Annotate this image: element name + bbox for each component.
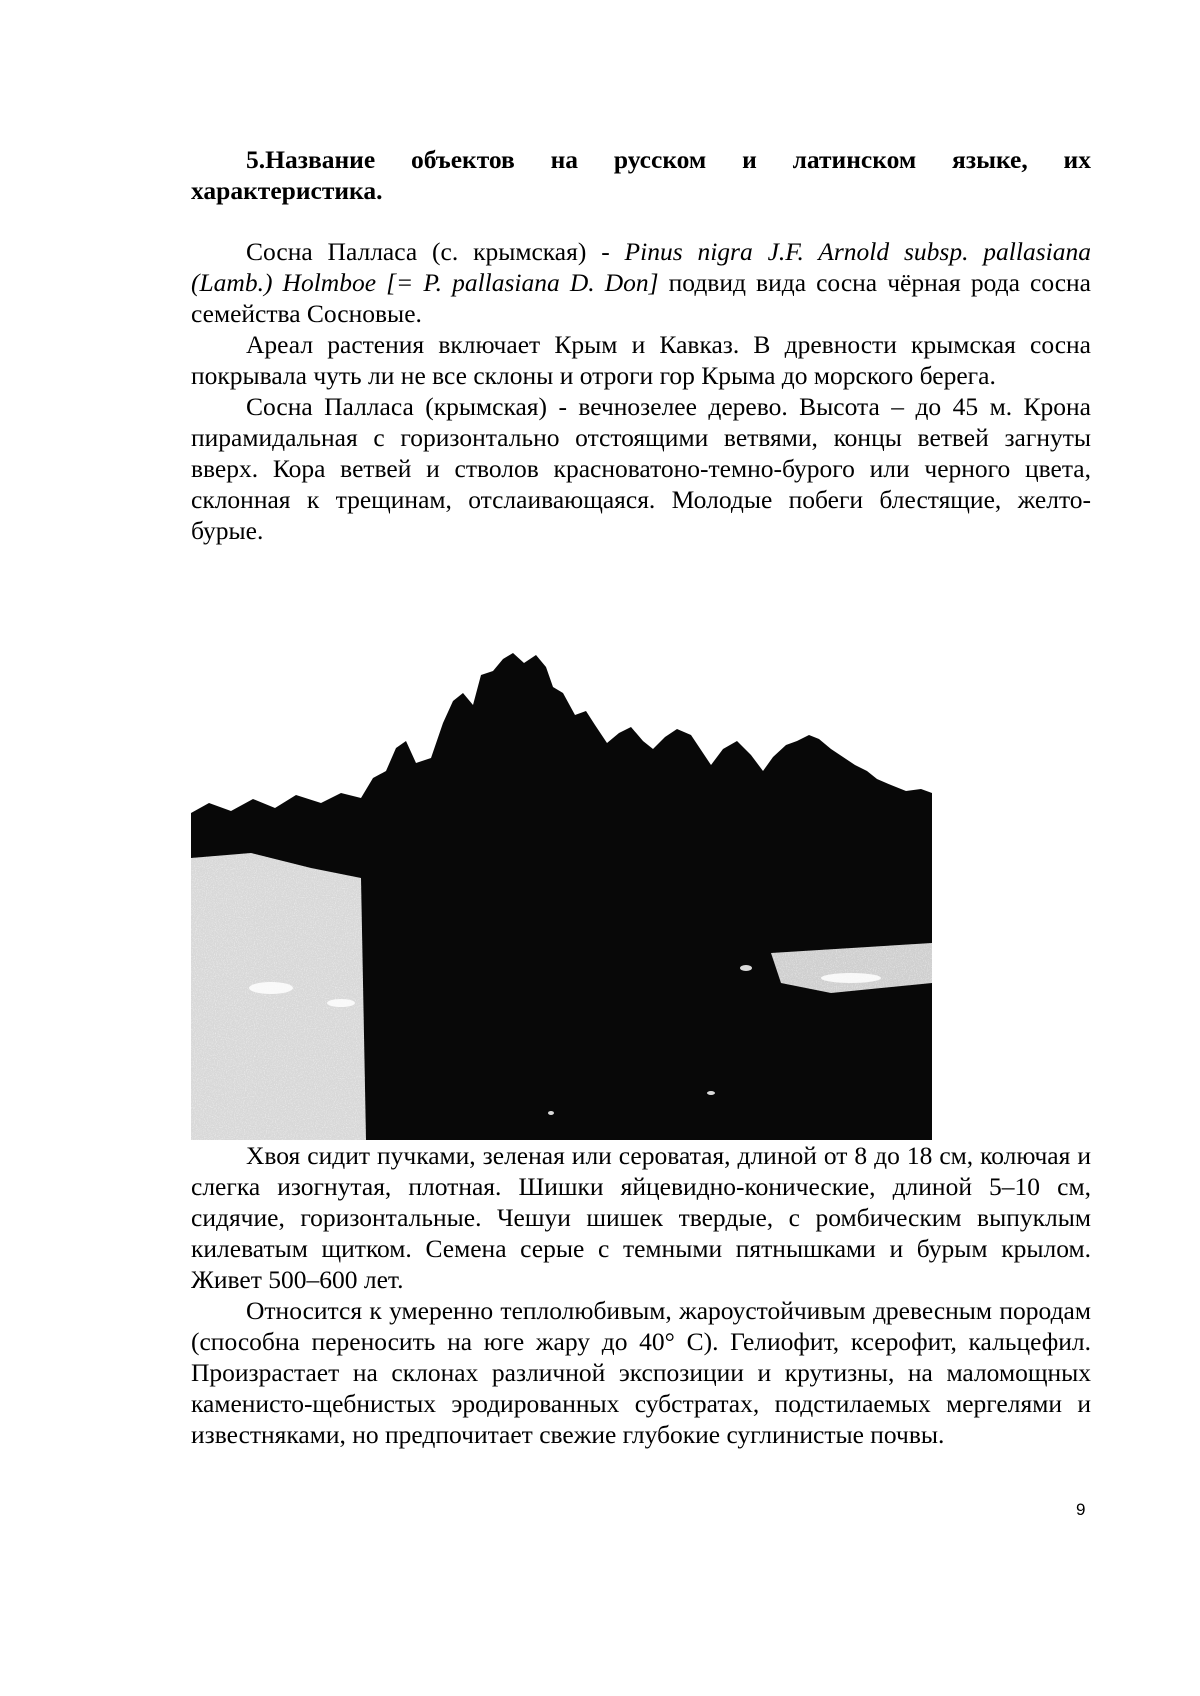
- species-taxonomy-text: подвид вида сосна чёрная рода сосна семейства Сосновые.: [191, 268, 1091, 328]
- paragraph-range: Ареал растения включает Крым и Кавказ. В древности крымская сосна покрывала чуть ли не все склоны и отроги гор Крыма до морского берега.: [191, 330, 1091, 390]
- paragraph-needles-cones: Хвоя сидит пучками, зеленая или сероватая, длиной от 8 до 18 см, колючая и слегка изогнутая, плотная. Шишки яйцевидно-конические, длиной 5–10 см, сидячие, горизонтальные. Чешуи шишек твердые, с ромбическим выпуклым килеватым щитком. Семена серые с темными пятнышками и бурым крылом. Живет 500–600 лет.: [191, 1141, 1091, 1294]
- heading-line-1: 5.Название объектов на русском и латинском языке, их: [246, 145, 1091, 174]
- paragraph-species-name: [191, 236, 1091, 329]
- lower-text: [191, 1140, 1091, 1450]
- species-lead-text: Сосна Палласа (с. крымская) -: [246, 237, 625, 266]
- species-latin-name: Pinus nigra J.F. Arnold subsp. pallasiana (Lamb.) Holmboe [= P. pallasiana D. Don]: [191, 237, 1091, 297]
- paragraph-description: Сосна Палласа (крымская) - вечнозелее дерево. Высота – до 45 м. Крона пирамидальная с горизонтально отстоящими ветвями, концы ветвей загнуты вверх. Кора ветвей и стволов красноватоно-темно-бурого или черного цвета, склонная к трещинам, отслаивающаяся. Молодые побеги блестящие, желто-бурые.: [191, 392, 1091, 545]
- paragraph-ecology: Относится к умеренно теплолюбивым, жароустойчивым древесным породам (способна переносить на юге жару до 40° С). Гелиофит, ксерофит, кальцефил. Произрастает на склонах различной экспозиции и крутизны, на маломощных каменисто-щебнистых эродированных субстратах, подстилаемых мергелями и известняками, но предпочитает свежие глубокие суглинистые почвы.: [191, 1296, 1091, 1449]
- heading-line-2: характеристика.: [191, 176, 383, 205]
- page-number: 9: [1076, 1500, 1086, 1519]
- upper-text: [191, 236, 1091, 546]
- pine-tree-photo: [191, 653, 932, 1140]
- section-heading: [191, 144, 1091, 206]
